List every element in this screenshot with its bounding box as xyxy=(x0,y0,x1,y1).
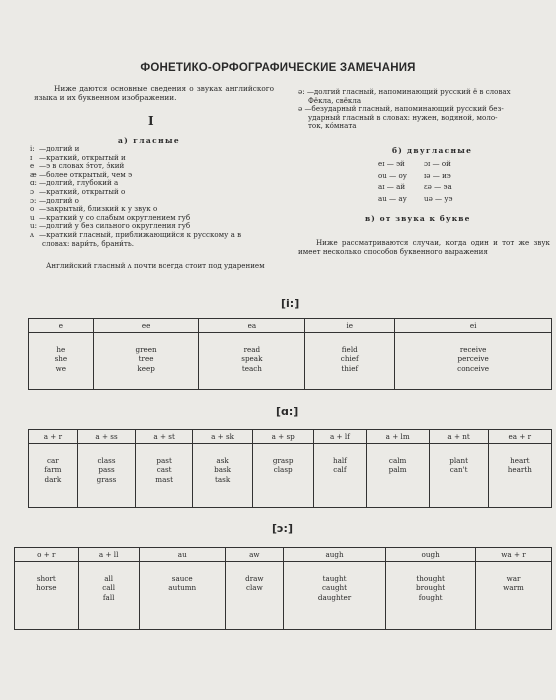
vowel-description: —краткий, открытый о xyxy=(39,186,126,196)
table-header-row xyxy=(29,319,552,333)
vowel-description: —долгий о xyxy=(39,195,79,205)
column-header: wa + r xyxy=(476,548,552,562)
example-word: brought xyxy=(416,583,446,593)
vowel-symbol: æ xyxy=(30,169,37,179)
column-header: ei xyxy=(395,319,552,333)
column-header: a + ss xyxy=(77,430,136,444)
example-word: daughter xyxy=(317,592,352,602)
table-row xyxy=(15,562,552,630)
example-word: field xyxy=(341,345,358,354)
example-word: can't xyxy=(449,465,468,475)
example-word: fought xyxy=(418,592,443,602)
column-header: o + r xyxy=(15,548,79,562)
example-word: speak xyxy=(241,354,263,364)
example-word: call xyxy=(102,583,116,593)
table-row xyxy=(29,333,552,390)
example-word: cast xyxy=(156,465,172,475)
long-vowels-note xyxy=(298,88,548,131)
column-header: a + sk xyxy=(192,430,252,444)
example-word: car xyxy=(46,456,59,465)
english-note: Английский гласный ʌ почти всегда стоит под ударением xyxy=(46,261,265,270)
table-cell xyxy=(386,562,476,630)
column-header: ough xyxy=(386,548,476,562)
vowels-heading: а) гласные xyxy=(118,136,181,145)
example-word: we xyxy=(55,363,67,373)
column-header: a + lf xyxy=(314,430,367,444)
table-cell xyxy=(429,444,488,508)
example-word: mast xyxy=(155,474,173,484)
example-word: task xyxy=(214,474,231,484)
example-word: thief xyxy=(341,363,359,373)
example-word: perceive xyxy=(457,354,489,364)
vowel-description: —краткий гласный, приближающийся к русскому а в xyxy=(39,229,242,239)
vowel-symbol: o xyxy=(30,204,35,214)
vowel-description: —краткий, открытый и xyxy=(39,152,126,162)
example-word: receive xyxy=(459,345,487,354)
example-word: short xyxy=(36,574,56,583)
table-cell xyxy=(78,562,139,630)
example-word: draw xyxy=(245,574,264,583)
example-word: grasp xyxy=(272,456,294,465)
diphthongs-heading: б) двугласные xyxy=(392,146,473,155)
table-header-row xyxy=(29,430,552,444)
example-word: grass xyxy=(96,474,117,484)
diphthong-item: ɪə — иэ xyxy=(424,170,451,180)
column-header: a + sp xyxy=(253,430,314,444)
table-cell xyxy=(192,444,252,508)
phoneme-label: [ɔ:] xyxy=(272,522,293,535)
column-header: au xyxy=(139,548,225,562)
table-cell xyxy=(139,562,225,630)
example-word: horse xyxy=(36,583,57,593)
example-word: read xyxy=(243,345,261,354)
table-cell xyxy=(314,444,367,508)
diphthong-item: aɪ — ай xyxy=(378,182,406,191)
example-word: plant xyxy=(449,456,468,465)
example-word: green xyxy=(135,345,157,354)
table-header-row xyxy=(15,548,552,562)
example-word: calf xyxy=(333,465,347,475)
example-word: past xyxy=(156,456,172,465)
table-cell xyxy=(395,333,552,390)
example-word: chief xyxy=(340,354,359,364)
vowel-continuation: словах: вари́ть, брани́ть. xyxy=(42,238,134,248)
example-word: conceive xyxy=(457,363,490,373)
vowel-symbol: ɔ xyxy=(30,186,34,196)
spelling-table xyxy=(14,547,552,630)
phoneme-label: [ɑ:] xyxy=(276,405,299,418)
example-word: she xyxy=(54,354,68,364)
table-cell xyxy=(305,333,395,390)
example-word: caught xyxy=(322,583,348,593)
table-row xyxy=(29,444,552,508)
vowel-description: —долгий и xyxy=(39,144,80,153)
spelling-table xyxy=(28,429,552,508)
diphthong-item: uə — уэ xyxy=(424,193,453,203)
example-word: palm xyxy=(388,465,407,475)
intro-text: Ниже даются основные сведения о звуках английского языка и их буквенном изображении. xyxy=(34,84,274,102)
column-header: ea + r xyxy=(488,430,551,444)
example-word: thought xyxy=(416,574,445,583)
table-cell xyxy=(29,444,78,508)
example-word: class xyxy=(97,456,116,465)
vowel-symbol: ɪ xyxy=(30,152,33,162)
vowel-description: —краткий у со слабым округлением губ xyxy=(39,212,191,222)
example-word: warm xyxy=(503,583,524,593)
diphthong-item: ɛə — эа xyxy=(424,182,452,191)
column-header: a + st xyxy=(136,430,193,444)
vowel-symbol: u: xyxy=(30,221,37,231)
sound-letter-heading: в) от звука к букве xyxy=(365,214,471,223)
example-word: teach xyxy=(241,363,262,373)
diphthong-item: ou — оу xyxy=(378,170,407,180)
example-word: ask xyxy=(216,456,229,465)
diphthongs-list xyxy=(378,158,453,204)
example-word: clasp xyxy=(273,465,293,475)
vowel-symbol: ɑ: xyxy=(30,178,37,188)
table-cell xyxy=(283,562,385,630)
column-header: a + lm xyxy=(366,430,429,444)
vowel-symbol: e xyxy=(30,161,35,171)
example-word: he xyxy=(56,345,66,354)
example-word: claw xyxy=(245,583,263,593)
phoneme-label: [i:] xyxy=(281,297,300,310)
column-header: a + nt xyxy=(429,430,488,444)
table-cell xyxy=(136,444,193,508)
example-word: war xyxy=(506,574,521,583)
diphthong-row xyxy=(378,170,453,182)
table-cell xyxy=(199,333,305,390)
vowel-symbol: ʌ xyxy=(30,229,35,239)
vowel-symbol: i: xyxy=(30,144,35,153)
column-header: a + r xyxy=(29,430,78,444)
example-word: tree xyxy=(138,354,154,364)
vowel-description: —более открытый, чем э xyxy=(39,169,133,179)
table-cell xyxy=(29,333,94,390)
diphthong-item: ɔɪ — ой xyxy=(424,159,451,168)
example-word: pass xyxy=(98,465,115,475)
column-header: ie xyxy=(305,319,395,333)
example-word: autumn xyxy=(168,583,197,593)
column-header: aw xyxy=(225,548,283,562)
column-header: a + ll xyxy=(78,548,139,562)
diphthong-item: eɪ — эй xyxy=(378,159,405,168)
column-header: augh xyxy=(283,548,385,562)
page-title: ФОНЕТИКО-ОРФОГРАФИЧЕСКИЕ ЗАМЕЧАНИЯ xyxy=(140,62,416,74)
example-word: bask xyxy=(214,465,232,475)
example-word: hearth xyxy=(507,465,532,475)
example-word: taught xyxy=(322,574,347,583)
table-cell xyxy=(15,562,79,630)
vowel-description: —долгий у без сильного округления губ xyxy=(39,221,191,231)
schwa-long-line: ə: —долгий гласный, напоминающий русский ё в словах xyxy=(298,87,511,96)
example-word: sauce xyxy=(171,574,193,583)
example-word: half xyxy=(332,456,347,465)
schwa-long-example: Фёкла, свёкла xyxy=(308,95,362,105)
diphthong-row xyxy=(378,193,453,205)
schwa-line: ə —безударный гласный, напоминающий русский без- xyxy=(298,104,504,114)
table-cell xyxy=(488,444,551,508)
table-cell xyxy=(253,444,314,508)
column-header: e xyxy=(29,319,94,333)
vowel-description: —долгий, глубокий а xyxy=(39,178,119,188)
vowel-symbol: ɔ: xyxy=(30,195,37,205)
table-cell xyxy=(93,333,199,390)
example-word: heart xyxy=(510,456,530,465)
sound-letter-note: Ниже рассматриваются случаи, когда один и тот же звук имеет несколько способов буквенного выражения xyxy=(298,238,550,256)
table-cell xyxy=(476,562,552,630)
diphthong-row xyxy=(378,158,453,170)
vowels-list xyxy=(30,145,280,248)
diphthong-item: au — ау xyxy=(378,193,407,203)
example-word: all xyxy=(104,574,114,583)
vowel-description: —э в словах э́тот, э́кий xyxy=(39,161,125,171)
schwa-line-3: ток, ко́мната xyxy=(308,121,357,131)
vowel-symbol: u xyxy=(30,212,35,222)
table-cell xyxy=(225,562,283,630)
column-header: ee xyxy=(93,319,199,333)
section-number: I xyxy=(148,114,154,128)
column-header: ea xyxy=(199,319,305,333)
vowel-description: —закрытый, близкий к у звук о xyxy=(39,204,158,214)
schwa-line-2: ударный гласный в словах: нужен, водяной, моло- xyxy=(308,112,498,122)
example-word: farm xyxy=(44,465,62,475)
spelling-table xyxy=(28,318,552,390)
diphthong-row xyxy=(378,181,453,193)
table-cell xyxy=(77,444,136,508)
table-cell xyxy=(366,444,429,508)
example-word: calm xyxy=(388,456,407,465)
example-word: keep xyxy=(137,363,155,373)
example-word: fall xyxy=(102,592,115,602)
example-word: dark xyxy=(44,474,62,484)
